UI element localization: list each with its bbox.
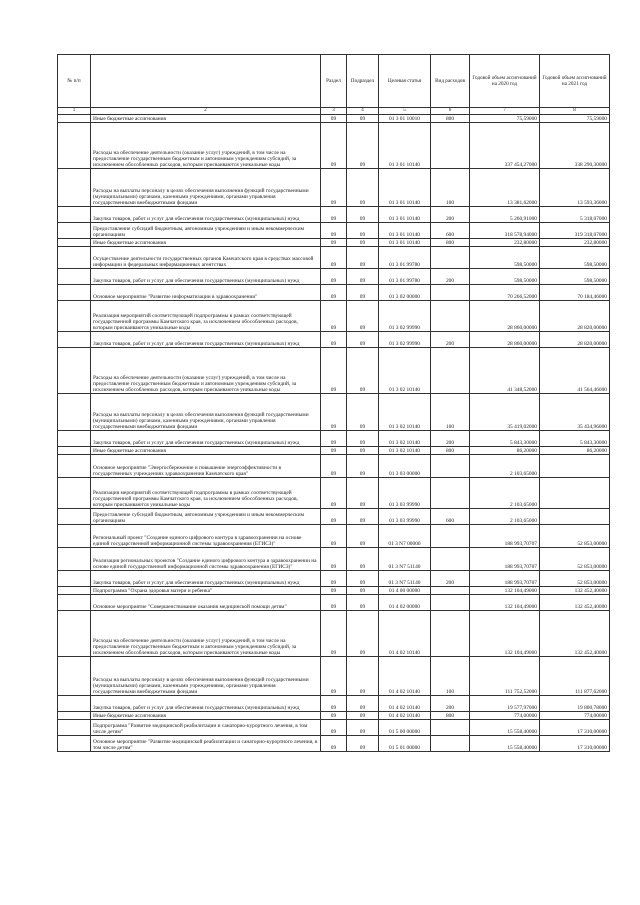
table-row <box>58 478 610 509</box>
row-section: 09 <box>321 394 347 431</box>
row-amount-2020: 598,50000 <box>470 269 540 285</box>
row-target-article: 01 4 02 10140 <box>379 712 431 720</box>
row-amount-2021 <box>540 478 610 509</box>
row-section: 09 <box>321 525 347 548</box>
row-subsection: 09 <box>347 696 379 712</box>
row-number <box>58 332 91 348</box>
row-amount-2021: 5 318,07000 <box>540 207 610 223</box>
row-number <box>58 509 91 525</box>
row-expense-type <box>431 587 470 595</box>
row-subsection: 09 <box>347 169 379 207</box>
row-number <box>58 611 91 657</box>
row-amount-2021: 52 853,00000 <box>540 548 610 571</box>
row-amount-2020: 13 381,62000 <box>470 169 540 207</box>
row-section: 09 <box>321 431 347 447</box>
row-amount-2020: 132 104,49000 <box>470 587 540 595</box>
table-row <box>58 332 610 348</box>
row-name: Подпрограмма "Охрана здоровья матери и ребенка" <box>91 587 321 595</box>
row-expense-type <box>431 525 470 548</box>
row-expense-type <box>431 595 470 611</box>
table-body <box>58 115 610 752</box>
row-amount-2021: 132 452,40000 <box>540 587 610 595</box>
row-subsection: 09 <box>347 447 379 455</box>
row-expense-type <box>431 455 470 478</box>
row-subsection: 09 <box>347 657 379 696</box>
row-number <box>58 571 91 587</box>
row-name: Иные бюджетные ассигнования <box>91 239 321 247</box>
row-name: Предоставление субсидий бюджетным, автономным учреждениям и иным некоммерческим организациям <box>91 223 321 239</box>
row-amount-2021 <box>540 509 610 525</box>
row-subsection: 09 <box>347 455 379 478</box>
row-section: 09 <box>321 348 347 394</box>
row-target-article: 01 3 01 10140 <box>379 169 431 207</box>
row-target-article: 01 3 03 99990 <box>379 478 431 509</box>
row-name: Иные бюджетные ассигнования <box>91 447 321 455</box>
row-subsection: 09 <box>347 285 379 301</box>
table-row <box>58 301 610 332</box>
row-number <box>58 595 91 611</box>
row-section: 09 <box>321 611 347 657</box>
table-row <box>58 239 610 247</box>
table-row <box>58 394 610 431</box>
row-target-article: 01 4 02 00000 <box>379 595 431 611</box>
row-expense-type <box>431 301 470 332</box>
row-amount-2020: 5 260,91000 <box>470 207 540 223</box>
row-subsection: 09 <box>347 431 379 447</box>
row-expense-type: 200 <box>431 332 470 348</box>
row-name: Расходы на обеспечение деятельности (оказание услуг) учреждений, в том числе на предоставление государственным бюджетным и автономным учреждениям субсидий, за исключением обособленных расходов, которым присваиваются уникальные коды <box>91 348 321 394</box>
row-target-article: 01 3 01 99780 <box>379 269 431 285</box>
row-section: 09 <box>321 115 347 123</box>
column-numbers-row <box>58 108 610 115</box>
row-section: 09 <box>321 478 347 509</box>
table-row <box>58 657 610 696</box>
row-name: Расходы на обеспечение деятельности (оказание услуг) учреждений, в том числе на предоставление государственным бюджетным и автономным учреждениям субсидий, за исключением обособленных расходов, которым присваиваются уникальные коды <box>91 611 321 657</box>
row-expense-type: 600 <box>431 509 470 525</box>
row-amount-2021: 13 593,36000 <box>540 169 610 207</box>
row-number <box>58 720 91 736</box>
row-amount-2020: 19 577,97000 <box>470 696 540 712</box>
row-expense-type <box>431 548 470 571</box>
row-number <box>58 736 91 752</box>
row-target-article: 01 3 01 10140 <box>379 223 431 239</box>
row-amount-2020: 318 578,94000 <box>470 223 540 239</box>
row-subsection: 09 <box>347 247 379 269</box>
row-number <box>58 348 91 394</box>
row-name: Подпрограмма "Развитие медицинской реабилитации и санаторно-курортного лечения, в том числе детям" <box>91 720 321 736</box>
row-name: Иные бюджетные ассигнования <box>91 712 321 720</box>
row-expense-type: 200 <box>431 207 470 223</box>
row-expense-type: 800 <box>431 447 470 455</box>
column-number: 2 <box>91 108 321 115</box>
table-row <box>58 587 610 595</box>
table-row <box>58 223 610 239</box>
row-amount-2021: 338 290,30000 <box>540 123 610 169</box>
row-subsection: 09 <box>347 587 379 595</box>
row-amount-2020: 111 752,52000 <box>470 657 540 696</box>
row-number <box>58 115 91 123</box>
header-name <box>91 55 321 108</box>
row-amount-2021: 319 318,07000 <box>540 223 610 239</box>
row-target-article: 01 4 02 10140 <box>379 657 431 696</box>
row-number <box>58 478 91 509</box>
row-number <box>58 447 91 455</box>
row-amount-2021: 70 184,46000 <box>540 285 610 301</box>
row-name: Региональный проект "Создание единого цифрового контура в здравоохранении на основе единой государственной информационной системы здравоохранения (ЕГИСЗ)" <box>91 525 321 548</box>
row-number <box>58 223 91 239</box>
row-expense-type <box>431 611 470 657</box>
row-subsection: 09 <box>347 223 379 239</box>
row-expense-type <box>431 247 470 269</box>
row-target-article: 01 3 N7 51140 <box>379 571 431 587</box>
row-amount-2021: 17 310,00000 <box>540 736 610 752</box>
row-name: Осуществление деятельности государственных органов Камчатского края в средствах массовой информации и федеральных информационных агентствах <box>91 247 321 269</box>
header-num: № п/п <box>58 55 91 108</box>
row-target-article: 01 3 02 10140 <box>379 447 431 455</box>
row-section: 09 <box>321 509 347 525</box>
row-amount-2020: 5 843,30000 <box>470 431 540 447</box>
row-target-article: 01 3 01 10140 <box>379 207 431 223</box>
row-expense-type <box>431 736 470 752</box>
table-row <box>58 736 610 752</box>
table-header <box>58 55 610 115</box>
table-row <box>58 548 610 571</box>
row-target-article: 01 3 N7 51140 <box>379 548 431 571</box>
row-expense-type: 100 <box>431 394 470 431</box>
row-target-article: 01 3 02 10140 <box>379 348 431 394</box>
row-expense-type: 600 <box>431 223 470 239</box>
row-target-article: 01 4 00 00000 <box>379 587 431 595</box>
row-name: Расходы на обеспечение деятельности (оказание услуг) учреждений, в том числе на предоставление государственным бюджетным и автономным учреждениям субсидий, за исключением обособленных расходов, которым присваиваются уникальные коды <box>91 123 321 169</box>
column-number: 1 <box>58 108 91 115</box>
row-number <box>58 207 91 223</box>
row-number <box>58 548 91 571</box>
column-number: 4 <box>347 108 379 115</box>
row-name: Закупка товаров, работ и услуг для обеспечения государственных (муниципальных) нужд <box>91 332 321 348</box>
row-amount-2021 <box>540 455 610 478</box>
row-expense-type: 100 <box>431 169 470 207</box>
row-subsection: 09 <box>347 348 379 394</box>
row-target-article: 01 3 02 99990 <box>379 301 431 332</box>
row-amount-2020: 86,20000 <box>470 447 540 455</box>
row-expense-type: 200 <box>431 696 470 712</box>
row-expense-type: 200 <box>431 431 470 447</box>
row-expense-type <box>431 720 470 736</box>
row-section: 09 <box>321 720 347 736</box>
row-amount-2020: 132 104,49000 <box>470 595 540 611</box>
row-name: Расходы на выплаты персоналу в целях обеспечения выполнения функций государственными (муниципальными) органами, казенными учреждениями, органами управления государственными внебюджетными фондами <box>91 169 321 207</box>
row-section: 09 <box>321 332 347 348</box>
row-name: Закупка товаров, работ и услуг для обеспечения государственных (муниципальных) нужд <box>91 269 321 285</box>
row-number <box>58 696 91 712</box>
row-name: Закупка товаров, работ и услуг для обеспечения государственных (муниципальных) нужд <box>91 571 321 587</box>
row-subsection: 09 <box>347 548 379 571</box>
row-target-article: 01 3 N7 00000 <box>379 525 431 548</box>
row-amount-2020: 188 993,70707 <box>470 525 540 548</box>
row-subsection: 09 <box>347 332 379 348</box>
row-amount-2020: 75,59000 <box>470 115 540 123</box>
row-amount-2020: 774,00000 <box>470 712 540 720</box>
row-expense-type: 800 <box>431 115 470 123</box>
table-row <box>58 455 610 478</box>
table-row <box>58 115 610 123</box>
row-amount-2021: 35 434,96000 <box>540 394 610 431</box>
row-number <box>58 712 91 720</box>
row-amount-2020: 15 558,40000 <box>470 736 540 752</box>
row-section: 09 <box>321 247 347 269</box>
row-section: 09 <box>321 285 347 301</box>
row-amount-2020: 598,50000 <box>470 247 540 269</box>
header-target-article: Целевая статья <box>379 55 431 108</box>
column-number: 8 <box>540 108 610 115</box>
table-row <box>58 712 610 720</box>
row-name: Иные бюджетные ассигнования <box>91 115 321 123</box>
row-section: 09 <box>321 207 347 223</box>
row-amount-2020: 188 993,70707 <box>470 548 540 571</box>
row-amount-2021: 232,80000 <box>540 239 610 247</box>
row-section: 09 <box>321 595 347 611</box>
row-number <box>58 247 91 269</box>
header-year-2021: Годовой объем ассигнований на 2021 год <box>540 55 610 108</box>
row-target-article: 01 3 02 10140 <box>379 394 431 431</box>
row-number <box>58 301 91 332</box>
row-subsection: 09 <box>347 720 379 736</box>
row-subsection: 09 <box>347 115 379 123</box>
table-row <box>58 595 610 611</box>
row-target-article: 01 3 02 00000 <box>379 285 431 301</box>
row-target-article: 01 3 01 99780 <box>379 247 431 269</box>
row-amount-2021: 28 820,00000 <box>540 301 610 332</box>
table-row <box>58 611 610 657</box>
row-target-article: 01 3 01 10140 <box>379 123 431 169</box>
table-row <box>58 525 610 548</box>
row-amount-2021: 86,20000 <box>540 447 610 455</box>
row-amount-2021: 52 853,00000 <box>540 525 610 548</box>
row-target-article: 01 3 01 10010 <box>379 115 431 123</box>
row-name: Предоставление субсидий бюджетным, автономным учреждениям и иным некоммерческим организациям <box>91 509 321 525</box>
table-row <box>58 269 610 285</box>
row-target-article: 01 4 02 10140 <box>379 696 431 712</box>
row-name: Закупка товаров, работ и услуг для обеспечения государственных (муниципальных) нужд <box>91 431 321 447</box>
row-subsection: 09 <box>347 301 379 332</box>
row-section: 09 <box>321 447 347 455</box>
header-section: Раздел <box>321 55 347 108</box>
row-expense-type: 200 <box>431 571 470 587</box>
row-section: 09 <box>321 169 347 207</box>
row-amount-2020: 35 419,02000 <box>470 394 540 431</box>
row-number <box>58 587 91 595</box>
row-amount-2020: 28 860,00000 <box>470 301 540 332</box>
row-amount-2020: 2 103,65000 <box>470 509 540 525</box>
row-subsection: 09 <box>347 736 379 752</box>
row-section: 09 <box>321 736 347 752</box>
row-section: 09 <box>321 239 347 247</box>
row-expense-type <box>431 123 470 169</box>
row-amount-2020: 15 558,40000 <box>470 720 540 736</box>
row-section: 09 <box>321 548 347 571</box>
row-expense-type <box>431 348 470 394</box>
table-row <box>58 696 610 712</box>
row-subsection: 09 <box>347 595 379 611</box>
header-year-2020: Годовой объем ассигнований на 2020 год <box>470 55 540 108</box>
row-expense-type: 100 <box>431 657 470 696</box>
row-number <box>58 657 91 696</box>
row-section: 09 <box>321 123 347 169</box>
row-amount-2020: 132 104,49000 <box>470 611 540 657</box>
column-number: 7 <box>470 108 540 115</box>
row-subsection: 09 <box>347 207 379 223</box>
row-amount-2021: 598,50000 <box>540 247 610 269</box>
row-amount-2021: 111 877,62000 <box>540 657 610 696</box>
row-amount-2021: 598,50000 <box>540 269 610 285</box>
row-name: Расходы на выплаты персоналу в целях обеспечения выполнения функций государственными (муниципальными) органами, казенными учреждениями, органами управления государственными внебюджетными фондами <box>91 394 321 431</box>
row-target-article: 01 3 03 00000 <box>379 455 431 478</box>
row-name: Основное мероприятие "Развитие медицинской реабилитации и санаторно-курортного лечения, в том числе детям" <box>91 736 321 752</box>
row-expense-type: 800 <box>431 712 470 720</box>
table-row <box>58 431 610 447</box>
column-number: 3 <box>321 108 347 115</box>
budget-table <box>57 54 610 752</box>
row-amount-2021: 132 452,40000 <box>540 611 610 657</box>
row-expense-type: 800 <box>431 239 470 247</box>
row-name: Основное мероприятие "Совершенствование оказания медицинской помощи детям" <box>91 595 321 611</box>
row-subsection: 09 <box>347 239 379 247</box>
header-expense-type: Вид расходов <box>431 55 470 108</box>
table-row <box>58 285 610 301</box>
row-number <box>58 525 91 548</box>
table-row <box>58 447 610 455</box>
row-amount-2020: 2 103,65000 <box>470 455 540 478</box>
row-target-article: 01 4 02 10140 <box>379 611 431 657</box>
row-amount-2021: 17 310,00000 <box>540 720 610 736</box>
row-amount-2020: 337 454,27000 <box>470 123 540 169</box>
table-row <box>58 348 610 394</box>
row-target-article: 01 3 01 10140 <box>379 239 431 247</box>
row-number <box>58 239 91 247</box>
row-section: 09 <box>321 587 347 595</box>
table-row <box>58 247 610 269</box>
row-number <box>58 269 91 285</box>
row-section: 09 <box>321 657 347 696</box>
row-section: 09 <box>321 455 347 478</box>
row-target-article: 01 5 00 00000 <box>379 720 431 736</box>
row-subsection: 09 <box>347 712 379 720</box>
row-section: 09 <box>321 301 347 332</box>
row-amount-2021: 52 853,00000 <box>540 571 610 587</box>
row-name: Основное мероприятие "Энергосбережение и повышение энергоэффективности в государственных учреждениях здравоохранения Камчатского края" <box>91 455 321 478</box>
row-expense-type: 200 <box>431 269 470 285</box>
header-subsection: Подраздел <box>347 55 379 108</box>
row-subsection: 09 <box>347 394 379 431</box>
row-target-article: 01 3 02 99990 <box>379 332 431 348</box>
column-number: 5 <box>379 108 431 115</box>
row-subsection: 09 <box>347 269 379 285</box>
row-amount-2020: 188 993,70707 <box>470 571 540 587</box>
row-name: Реализация мероприятий соответствующей подпрограммы в рамках соответствующей государственной программы Камчатского края, за исключением обособленных расходов, которым присваиваются уникальные коды <box>91 478 321 509</box>
row-amount-2021: 41 564,46000 <box>540 348 610 394</box>
row-name: Закупка товаров, работ и услуг для обеспечения государственных (муниципальных) нужд <box>91 696 321 712</box>
row-name: Реализация мероприятий соответствующей подпрограммы в рамках соответствующей государственной программы Камчатского края, за исключением обособленных расходов, которым присваиваются уникальные коды <box>91 301 321 332</box>
row-amount-2020: 2 103,65000 <box>470 478 540 509</box>
row-amount-2021: 75,59000 <box>540 115 610 123</box>
row-section: 09 <box>321 712 347 720</box>
row-subsection: 09 <box>347 123 379 169</box>
table-row <box>58 123 610 169</box>
row-subsection: 09 <box>347 525 379 548</box>
column-number: 6 <box>431 108 470 115</box>
row-subsection: 09 <box>347 478 379 509</box>
row-target-article: 01 3 03 99990 <box>379 509 431 525</box>
table-row <box>58 720 610 736</box>
table-row <box>58 509 610 525</box>
row-amount-2021: 19 800,78000 <box>540 696 610 712</box>
row-number <box>58 431 91 447</box>
row-amount-2020: 232,80000 <box>470 239 540 247</box>
row-expense-type <box>431 478 470 509</box>
row-subsection: 09 <box>347 611 379 657</box>
row-number <box>58 285 91 301</box>
row-amount-2021: 5 843,30000 <box>540 431 610 447</box>
row-expense-type <box>431 285 470 301</box>
row-amount-2021: 774,00000 <box>540 712 610 720</box>
row-name: Реализация региональных проектов "Создание единого цифрового контура в здравоохранении на основе единой государственной информационной системы здравоохранения (ЕГИСЗ)" <box>91 548 321 571</box>
row-name: Основное мероприятие "Развитие информатизации в здравоохранении" <box>91 285 321 301</box>
row-target-article: 01 3 02 10140 <box>379 431 431 447</box>
row-section: 09 <box>321 571 347 587</box>
row-subsection: 09 <box>347 571 379 587</box>
row-amount-2020: 41 348,52000 <box>470 348 540 394</box>
row-number <box>58 123 91 169</box>
row-amount-2021: 28 820,00000 <box>540 332 610 348</box>
row-amount-2020: 28 860,00000 <box>470 332 540 348</box>
table-row <box>58 207 610 223</box>
row-target-article: 01 5 01 00000 <box>379 736 431 752</box>
row-number <box>58 394 91 431</box>
row-section: 09 <box>321 696 347 712</box>
row-name: Расходы на выплаты персоналу в целях обеспечения выполнения функций государственными (муниципальными) органами, казенными учреждениями, органами управления государственными внебюджетными фондами <box>91 657 321 696</box>
table-row <box>58 571 610 587</box>
row-number <box>58 455 91 478</box>
row-section: 09 <box>321 269 347 285</box>
row-amount-2021: 132 452,40000 <box>540 595 610 611</box>
row-subsection: 09 <box>347 509 379 525</box>
table-row <box>58 169 610 207</box>
row-number <box>58 169 91 207</box>
row-name: Закупка товаров, работ и услуг для обеспечения государственных (муниципальных) нужд <box>91 207 321 223</box>
row-amount-2020: 70 266,52000 <box>470 285 540 301</box>
row-section: 09 <box>321 223 347 239</box>
